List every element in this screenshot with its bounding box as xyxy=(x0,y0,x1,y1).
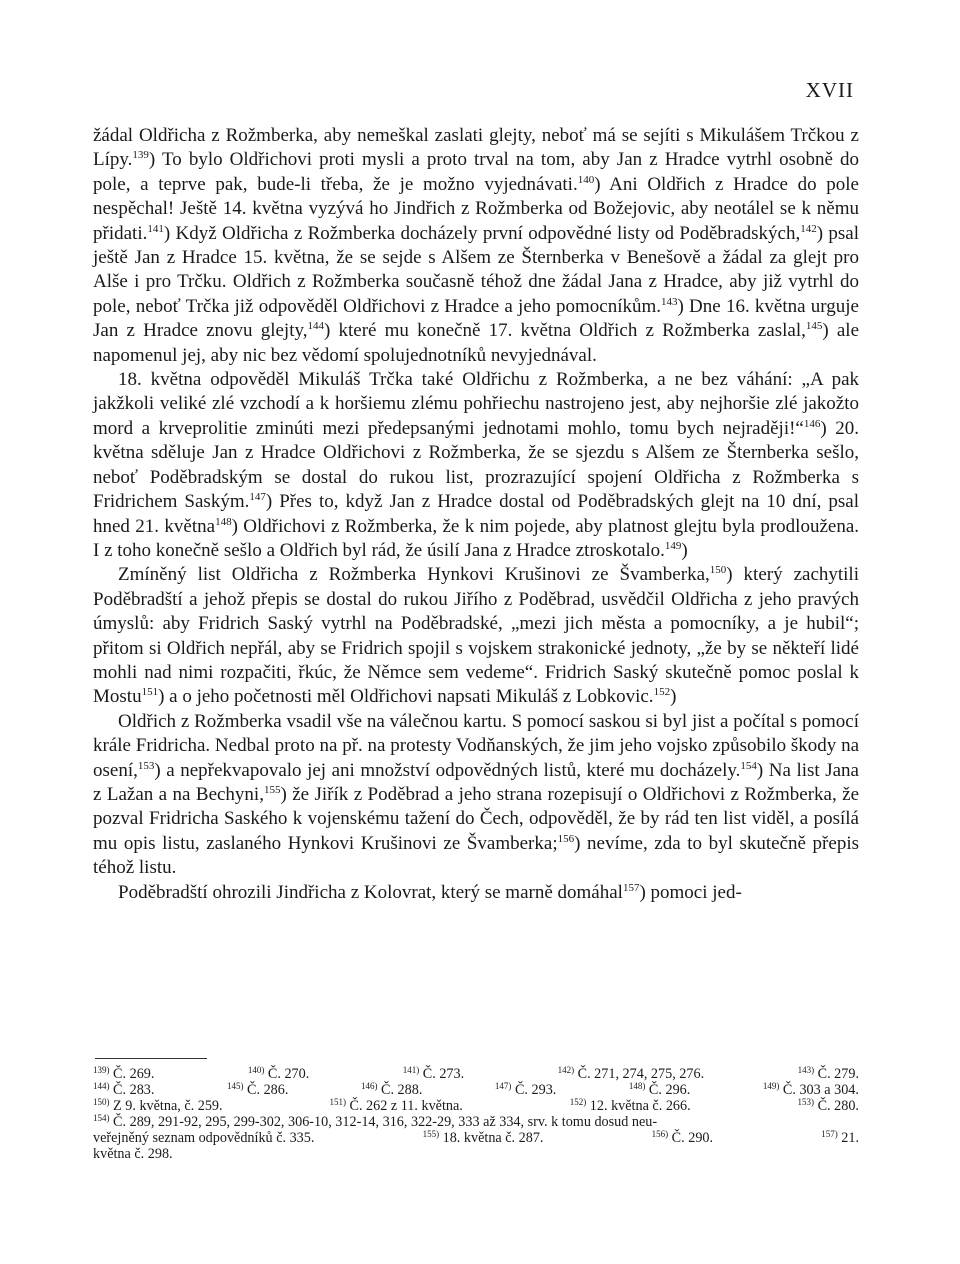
footnote-text: Č. 293. xyxy=(511,1082,557,1098)
footnote-text: Č. 280. xyxy=(814,1098,859,1114)
footnote-line xyxy=(93,1130,859,1146)
footnote-text: Č. 271, 274, 275, 276. xyxy=(574,1066,705,1082)
footnote-reference: 154 xyxy=(740,759,757,772)
text-run: žádal Oldřicha z Rožmberka, aby nemeškal zaslati glejty, neboť má se sejíti s Mikulášem Trčkou z Lípy. xyxy=(93,125,859,171)
text-run: ) Dne 16. května urguje Jan z Hradce znovu glejty, xyxy=(93,295,859,342)
paragraph xyxy=(93,881,859,905)
text-run: Zmíněný list Oldřicha z Rožmberka Hynkovi Krušinovi ze Švamberka, xyxy=(118,564,710,586)
text-run: ) a nepřekvapovalo jej ani množství odpovědných listů, které mu docházely. xyxy=(154,759,741,781)
text-run: ) a o jeho početnosti měl Oldřichovi napsati Mikuláš z Lobkovic. xyxy=(158,686,654,708)
footnote-entry xyxy=(821,1130,859,1146)
footnotes xyxy=(93,1066,859,1162)
footnote-number: 141) xyxy=(402,1065,420,1075)
text-run: ) které mu konečně 17. května Oldřich z Rožmberka zaslal, xyxy=(324,320,806,342)
text-run: ) že Jiřík z Poděbrad a jeho strana rozepisují o Oldřichovi z Rožmberka, že pozval Fridricha Saského k vojenskému tažení do Čech, odpověděl, že by rád ten list viděl, a posílá mu opis listu, zaslaného Hynkovi Krušinovi ze Švamberka; xyxy=(93,783,859,854)
footnote-reference: 150 xyxy=(709,564,727,577)
footnote-entry xyxy=(93,1130,314,1146)
text-run: Oldřich z Rožmberka vsadil vše na válečnou kartu. S pomocí saskou si byl jist a počítal s pomocí krále Fridricha. Nedbal proto na př. na protesty Vodňanských, že jim jeho vojsko způsobilo škody na osení, xyxy=(93,710,859,781)
footnote-number: 152) xyxy=(569,1097,587,1107)
text-run: ) nevíme, zda to byl skutečně přepis téhož listu. xyxy=(93,832,859,879)
text-run: ) xyxy=(681,539,688,561)
footnote-number: 154) xyxy=(93,1113,110,1123)
footnote-line xyxy=(93,1066,859,1082)
text-run: 18. května odpověděl Mikuláš Trčka také Oldřichu z Rožmberka, a ne bez váhání: „A pak jakžkoli veliké zlé vzchodí a k horšiemu zlému pohřiechu nastrojeno jest, aby nejhoršie zlé jakožto mord a krveprolitie zminúti mezi předepsanými jednotami mohlo, tomu bych nejraději!“ xyxy=(93,369,859,439)
footnote-reference: 146 xyxy=(803,417,821,430)
footnote-number: 155) xyxy=(422,1129,440,1139)
footnote-reference: 140 xyxy=(577,173,595,186)
footnote-entry xyxy=(248,1066,309,1082)
footnote-line xyxy=(93,1114,859,1130)
footnote-number: 146) xyxy=(360,1081,378,1091)
footnote-separator xyxy=(95,1058,207,1059)
footnote-number: 153) xyxy=(797,1097,815,1107)
footnote-text: Č. 283. xyxy=(109,1082,155,1098)
footnote-reference: 157 xyxy=(622,881,640,894)
footnote-text: Č. 296. xyxy=(645,1082,691,1098)
text-run: ) ale napomenul jej, aby nic bez vědomí spolujednotníků nevyjednával. xyxy=(93,320,860,366)
footnote-reference: 141 xyxy=(147,222,164,235)
footnote-entry xyxy=(558,1066,705,1082)
footnote-reference: 142 xyxy=(800,222,817,235)
footnote-entry xyxy=(93,1082,154,1098)
footnote-text: Č. 262 z 11. května. xyxy=(345,1098,463,1114)
footnote-entry xyxy=(629,1082,690,1098)
footnote-reference: 144 xyxy=(307,320,325,333)
footnote-number: 145) xyxy=(226,1081,244,1091)
footnote-reference: 153 xyxy=(137,759,155,772)
footnote-reference: 143 xyxy=(661,295,678,308)
footnote-text: 21. xyxy=(837,1130,859,1146)
footnote-text: Č. 279. xyxy=(814,1066,859,1082)
footnote-number: 149) xyxy=(762,1081,780,1091)
footnote-entry xyxy=(798,1098,859,1114)
text-run: Poděbradští ohrozili Jindřicha z Kolovrat, který se marně domáhal xyxy=(118,881,623,903)
footnote-number: 140) xyxy=(247,1065,265,1075)
text-run: ) pomoci jed- xyxy=(639,881,742,903)
footnote-reference: 147 xyxy=(249,491,266,504)
text-run: ) Na list Jana z Lažan a na Bechyni, xyxy=(93,759,859,805)
footnote-number: 157) xyxy=(821,1129,838,1139)
footnote-text: Č. 269. xyxy=(109,1066,155,1082)
text-run: ) Když Oldřicha z Rožmberka docházely první odpovědné listy od Poděbradských, xyxy=(163,222,801,244)
footnote-entry xyxy=(93,1098,223,1114)
footnote-entry xyxy=(495,1082,556,1098)
footnote-entry xyxy=(361,1082,422,1098)
footnote-number: 143) xyxy=(797,1065,815,1075)
footnote-entry xyxy=(93,1114,657,1130)
footnote-reference: 155 xyxy=(263,783,281,796)
footnote-number: 139) xyxy=(93,1065,110,1075)
text-run: ) To bylo Oldřichovi proti mysli a proto trval na tom, aby Jan z Hradce vytrhl osobně do pole, a teprve pak, bude-li třeba, že je možno vyjednávati. xyxy=(93,149,859,195)
footnote-entry xyxy=(93,1066,154,1082)
footnote-text: Č. 289, 291-92, 295, 299-302, 306-10, 312-14, 316, 322-29, 333 až 334, srv. k tomu dosud neu- xyxy=(109,1114,658,1130)
footnote-entry xyxy=(570,1098,691,1114)
paragraph xyxy=(93,124,859,368)
footnote-entry xyxy=(423,1130,544,1146)
footnote-entry xyxy=(93,1146,173,1162)
footnote-text: 12. května č. 266. xyxy=(586,1098,691,1114)
footnote-text: 18. května č. 287. xyxy=(439,1130,544,1146)
footnote-reference: 145 xyxy=(805,320,823,333)
footnote-number: 147) xyxy=(494,1081,512,1091)
paragraph xyxy=(93,368,859,563)
text-run: ) Přes to, když Jan z Hradce dostal od Poděbradských glejt na 10 dní, psal hned 21. května xyxy=(93,491,859,537)
footnote-reference: 152 xyxy=(653,686,671,699)
footnote-entry xyxy=(227,1082,288,1098)
body-text xyxy=(93,124,859,905)
footnote-text: Z 9. května, č. 259. xyxy=(109,1098,223,1114)
footnote-text: Č. 270. xyxy=(264,1066,310,1082)
footnote-text: Č. 286. xyxy=(243,1082,289,1098)
footnote-reference: 148 xyxy=(215,515,232,528)
footnote-text: veřejněný seznam odpovědníků č. 335. xyxy=(93,1130,315,1146)
footnote-number: 151) xyxy=(329,1097,346,1107)
footnote-line xyxy=(93,1098,859,1114)
footnote-text: Č. 290. xyxy=(668,1130,714,1146)
text-run: ) xyxy=(670,686,677,708)
footnote-entry xyxy=(652,1130,713,1146)
footnote-number: 148) xyxy=(628,1081,646,1091)
text-run: ) Ani Oldřich z Hradce do pole nespěchal! Ještě 14. května vyzývá ho Jindřich z Rožmberka od Božejovic, aby neotálel se k němu přidati. xyxy=(93,173,859,244)
page-number: XVII xyxy=(805,78,854,102)
footnote-number: 142) xyxy=(557,1065,575,1075)
text-run: ) který zachytili Poděbradští a jehož přepis se dostal do rukou Jiřího z Poděbrad, usvědčil Oldřicha z jeho pravých úmyslů: aby Fridrich Saský vytrhl na Poděbradské, „mezi jich města a pomocníky, a je hubil“; přitom si Oldřich nepřál, aby se Fridrich spojil s vojskem strakonické jednoty, „že by se někteří lidé mohli nad nimi rozpačiti, řkúc, že Němce sem vedeme“. Fridrich Saský skutečně pomoc poslal k Mostu xyxy=(93,564,859,708)
paragraph xyxy=(93,710,859,881)
footnote-line xyxy=(93,1082,859,1098)
footnote-text: května č. 298. xyxy=(93,1146,173,1162)
paragraph xyxy=(93,563,859,709)
text-run: ) 20. května sděluje Jan z Hradce Oldřichovi z Rožmberka, že se sjezdu s Alšem ze Šternberka sešlo, neboť Poděbradským se dostal do rukou list, prozrazující spojení Oldřicha z Rožmberka s Fridrichem Saským. xyxy=(93,417,859,513)
footnote-text: Č. 273. xyxy=(419,1066,465,1082)
footnote-reference: 149 xyxy=(664,539,682,552)
footnote-reference: 139 xyxy=(132,149,149,162)
footnote-number: 156) xyxy=(651,1129,669,1139)
footnote-entry xyxy=(329,1098,462,1114)
footnote-number: 144) xyxy=(93,1081,110,1091)
footnote-reference: 156 xyxy=(557,832,575,845)
footnote-number: 150) xyxy=(93,1097,110,1107)
text-run: ) Oldřichovi z Rožmberka, že k nim pojede, aby platnost glejtu byla prodloužena. I z toho konečně sešlo a Oldřich byl rád, že úsilí Jana z Hradce ztroskotalo. xyxy=(93,515,859,561)
text-run: ) psal ještě Jan z Hradce 15. května, že se sejde s Alšem ze Šternberka v Benešově a žádal za glejt pro Alše i pro Trčku. Oldřich z Rožmberka současně téhož dne žádal Jana z Hradce, aby již vytrhl do pole, neboť Trčka již odpověděl Oldřichovi z Hradce a jeho pomocníkům. xyxy=(93,222,859,317)
footnote-line xyxy=(93,1146,859,1162)
footnote-entry xyxy=(403,1066,464,1082)
footnote-text: Č. 288. xyxy=(377,1082,423,1098)
footnote-reference: 151 xyxy=(141,686,159,699)
footnote-text: Č. 303 a 304. xyxy=(779,1082,859,1098)
footnote-entry xyxy=(763,1082,859,1098)
footnote-entry xyxy=(798,1066,859,1082)
